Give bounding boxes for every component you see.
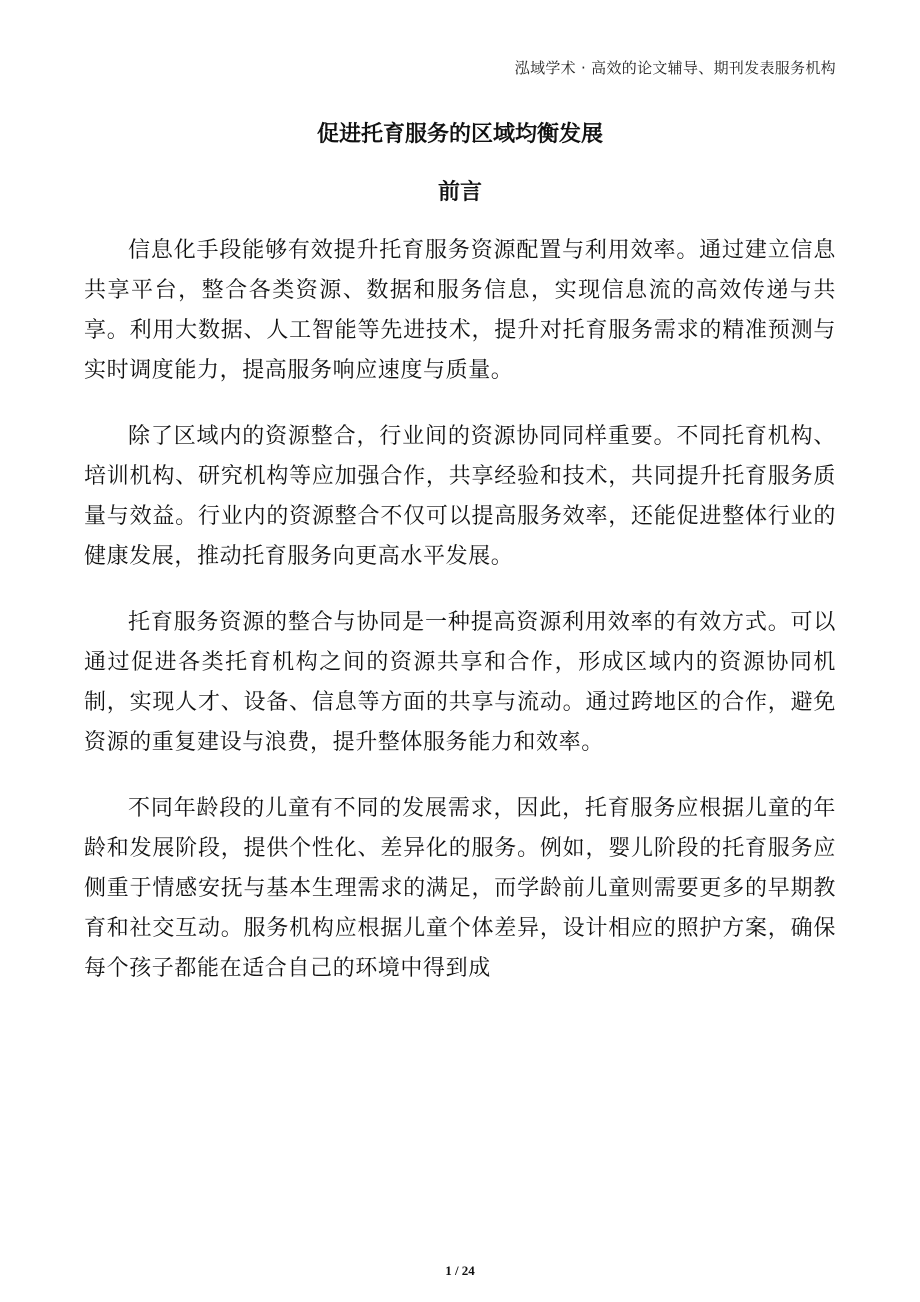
section-title: 前言	[437, 180, 482, 205]
document-title: 促进托育服务的区域均衡发展	[316, 122, 603, 147]
page-number: 1 / 24	[445, 1263, 475, 1278]
paragraph: 不同年龄段的儿童有不同的发展需求，因此，托育服务应根据儿童的年龄和发展阶段，提供个性化、差异化的服务。例如，婴儿阶段的托育服务应侧重于情感安抚与基本生理需求的满足，而学龄前儿童则需要更多的早期教育和社交互动。服务机构应根据儿童个体差异，设计相应的照护方案，确保每个孩子都能在适合自己的环境中得到成	[84, 796, 836, 981]
document-body	[84, 231, 836, 1015]
paragraph: 除了区域内的资源整合，行业间的资源协同同样重要。不同托育机构、培训机构、研究机构等应加强合作，共享经验和技术，共同提升托育服务质量与效益。行业内的资源整合不仅可以提高服务效率，还能促进整体行业的健康发展，推动托育服务向更高水平发展。	[84, 424, 836, 569]
paragraph: 信息化手段能够有效提升托育服务资源配置与利用效率。通过建立信息共享平台，整合各类资源、数据和服务信息，实现信息流的高效传递与共享。利用大数据、人工智能等先进技术，提升对托育服务需求的精准预测与实时调度能力，提高服务响应速度与质量。	[84, 238, 836, 383]
page-header: 泓域学术 · 高效的论文辅导、期刊发表服务机构	[514, 59, 836, 77]
paragraph: 托育服务资源的整合与协同是一种提高资源利用效率的有效方式。可以通过促进各类托育机构之间的资源共享和合作，形成区域内的资源协同机制，实现人才、设备、信息等方面的共享与流动。通过跨地区的合作，避免资源的重复建设与浪费，提升整体服务能力和效率。	[84, 610, 836, 755]
